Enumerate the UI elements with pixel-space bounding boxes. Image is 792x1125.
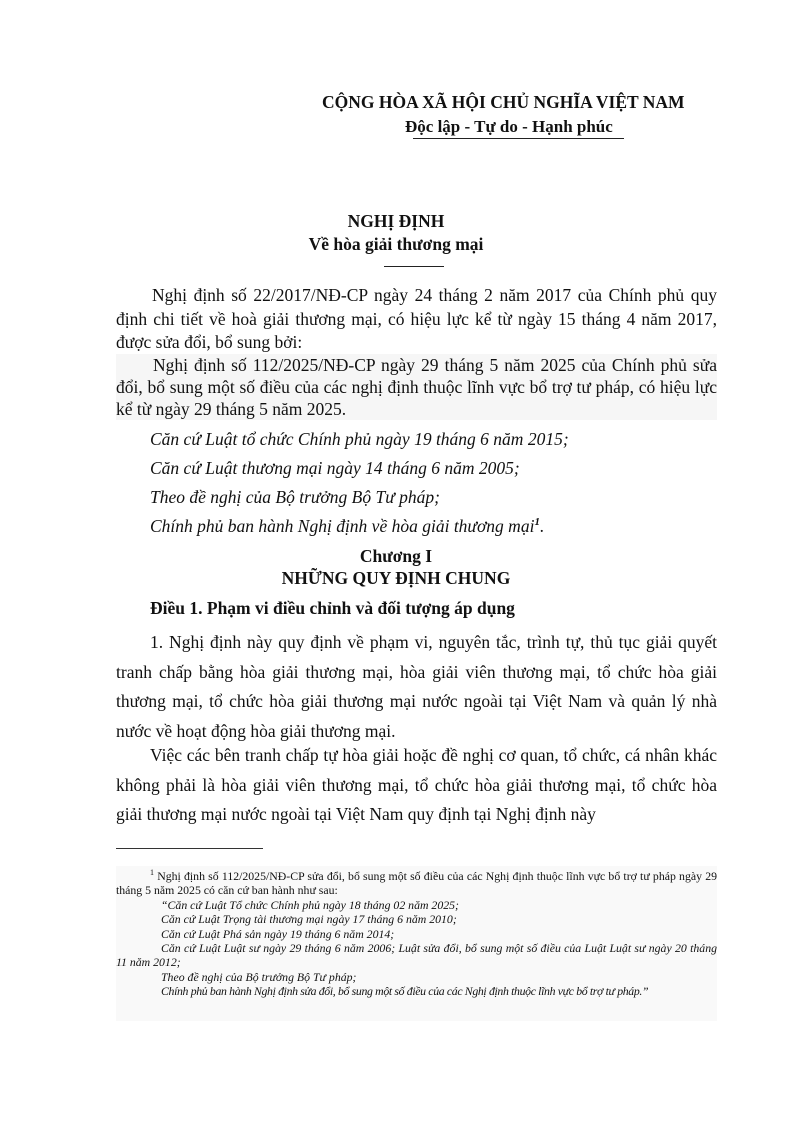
document-subject: Về hòa giải thương mại (308, 234, 484, 254)
consolidation-text: Nghị định số 22/2017/NĐ-CP ngày 24 tháng 2 năm 2017 của Chính phủ quy định chi tiết về hoà giải thương mại, có hiệu lực kể từ ngày 15 tháng 4 năm 2017, được sửa đổi, bổ sung bởi: (116, 285, 717, 352)
legal-basis-2: Căn cứ Luật thương mại ngày 14 tháng 6 năm 2005; (150, 458, 520, 478)
motto-underline (413, 138, 624, 139)
footnote-separator (116, 848, 263, 849)
consolidation-note (116, 284, 717, 355)
footnote-quote-line: Căn cứ Luật Trọng tài thương mại ngày 17 tháng 6 năm 2010; (161, 912, 457, 927)
article-paragraph: Việc các bên tranh chấp tự hòa giải hoặc đề nghị cơ quan, tổ chức, cá nhân khác không phải là hòa giải viên thương mại, tổ chức hòa giải thương mại, tổ chức hòa giải thương mại nước ngoài tại Việt Nam quy định tại Nghị định này (116, 745, 717, 824)
footnote-quote-line: Căn cứ Luật Phá sản ngày 19 tháng 6 năm 2014; (161, 926, 395, 941)
national-motto: Độc lập - Tự do - Hạnh phúc (405, 117, 613, 136)
footnote-ref[interactable]: 1 (534, 516, 540, 529)
article-paragraph: 1. Nghị định này quy định về phạm vi, nguyên tắc, trình tự, thủ tục giải quyết tranh chấp bằng hòa giải thương mại, hòa giải viên thương mại, tổ chức hòa giải thương mại, tổ chức hòa giải thương mại nước ngoài tại Việt Nam và quản lý nhà nước về hoạt động hòa giải thương mại. (116, 632, 717, 741)
legal-basis-3: Theo đề nghị của Bộ trưởng Bộ Tư pháp; (150, 487, 440, 507)
chapter-title: NHỮNG QUY ĐỊNH CHUNG (281, 568, 511, 588)
footnote-quote-line: “Căn cứ Luật Tổ chức Chính phủ ngày 18 tháng 02 năm 2025; (161, 897, 459, 912)
amending-decree (116, 354, 717, 420)
document-type: NGHỊ ĐỊNH (347, 211, 445, 231)
footnote-block (116, 866, 717, 1021)
footnote-quote-line: Chính phủ ban hành Nghị định sửa đổi, bổ sung một số điều của các Nghị định thuộc lĩnh vực bổ trợ tư pháp.” (161, 984, 649, 999)
national-title: CỘNG HÒA XÃ HỘI CHỦ NGHĨA VIỆT NAM (322, 92, 685, 112)
footnote-quote-line: Căn cứ Luật Luật sư ngày 29 tháng 6 năm 2006; Luật sửa đổi, bổ sung một số điều của Luật Luật sư ngày 20 tháng 11 năm 2012; (116, 940, 717, 970)
title-divider (384, 266, 444, 267)
promulgation-line: Chính phủ ban hành Nghị định về hòa giải thương mại$^1$. (150, 516, 545, 536)
footnote-intro: $^1$ Nghị định số 112/2025/NĐ-CP sửa đổi, bổ sung một số điều của các Nghị định thuộc lĩnh vực bổ trợ tư pháp ngày 29 tháng 5 năm 2025 có căn cứ ban hành như sau: (116, 868, 717, 898)
article-heading: Điều 1. Phạm vi điều chỉnh và đối tượng áp dụng (150, 598, 515, 618)
chapter-label: Chương I (359, 546, 433, 566)
footnote-quote-line: Theo đề nghị của Bộ trưởng Bộ Tư pháp; (161, 969, 357, 984)
legal-basis-1: Căn cứ Luật tổ chức Chính phủ ngày 19 tháng 6 năm 2015; (150, 429, 569, 449)
amending-decree-text: Nghị định số 112/2025/NĐ-CP ngày 29 tháng 5 năm 2025 của Chính phủ sửa đổi, bổ sung một số điều của các nghị định thuộc lĩnh vực bổ trợ tư pháp, có hiệu lực kể từ ngày 29 tháng 5 năm 2025. (116, 355, 717, 419)
